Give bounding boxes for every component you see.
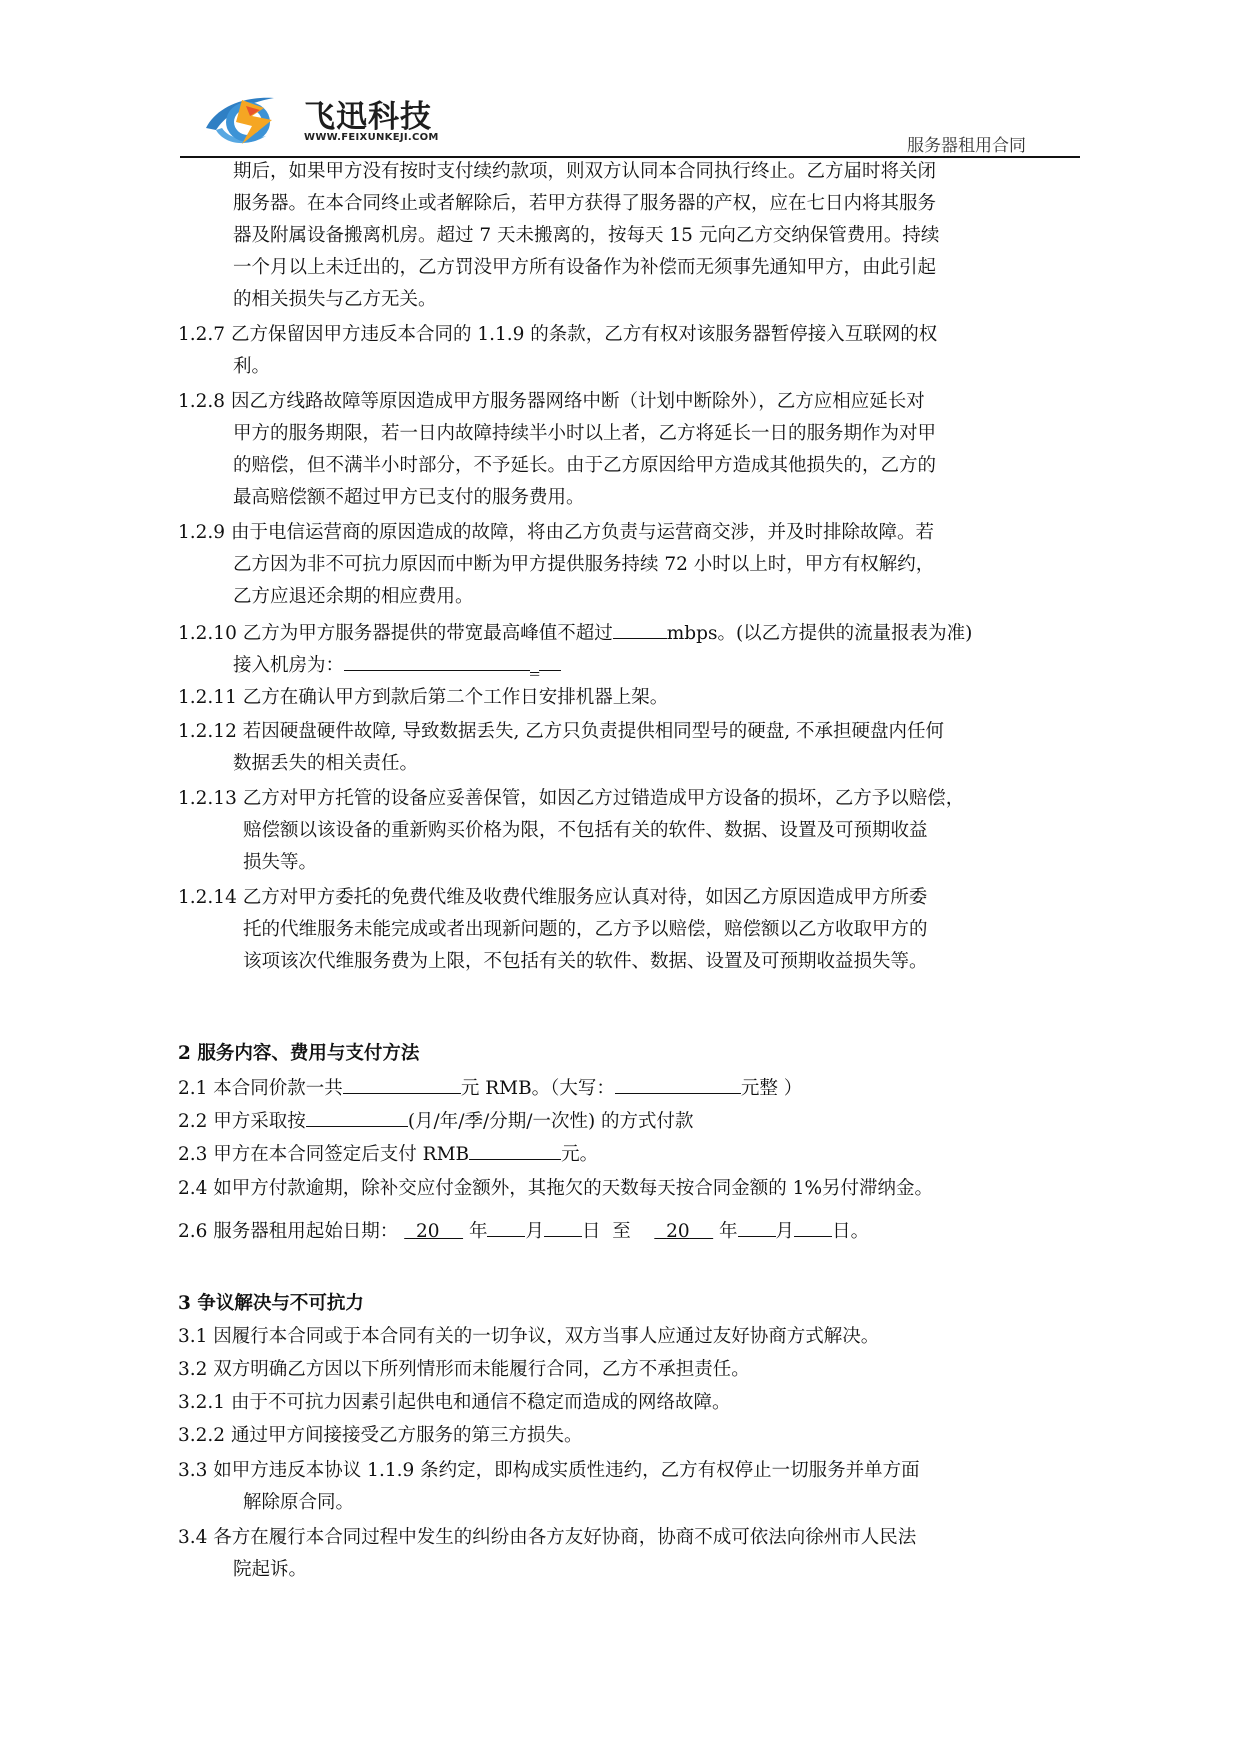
clause-1-2-10 [178,620,972,646]
clause-1-2-14: 1.2.14 乙方对甲方委托的免费代维及收费代维服务应认真对待，如因乙方原因造成甲方所委 [178,887,928,908]
start-month-blank[interactable] [487,1218,525,1237]
document-title: 服务器租用合同 [907,136,1026,156]
clause-text: 元。 [561,1144,599,1165]
datacenter-label: 接入机房为： [233,655,345,676]
header-divider [180,156,1080,158]
end-year-field[interactable] [654,1221,713,1242]
text-line: 甲方的服务期限，若一日内故障持续半小时以上者，乙方将延长一日的服务期作为对甲 [233,423,937,444]
text-line: 最高赔偿额不超过甲方已支付的服务费用。 [233,487,585,508]
text-line: 赔偿额以该设备的重新购买价格为限，不包括有关的软件、数据、设置及可预期收益 [243,820,928,841]
advance-payment-blank[interactable] [469,1141,561,1160]
clause-1-2-13: 1.2.13 乙方对甲方托管的设备应妥善保管，如因乙方过错造成甲方设备的损坏，乙方予以赔偿， [178,788,965,809]
clause-text: 2.1 本合同价款一共 [178,1078,343,1099]
clause-3-2: 3.2 双方明确乙方因以下所列情形而未能履行合同，乙方不承担责任。 [178,1359,750,1380]
clause-3-2-2: 3.2.2 通过甲方间接接受乙方服务的第三方损失。 [178,1425,583,1446]
clause-2-3 [178,1141,598,1167]
clause-3-1: 3.1 因履行本合同或于本合同有关的一切争议，双方当事人应通过友好协商方式解决。 [178,1326,880,1347]
page-header [180,82,1080,156]
bandwidth-blank[interactable] [613,620,667,639]
clause-text: mbps。(以乙方提供的流量报表为准) [666,623,973,644]
text-line: 托的代维服务未能完成或者出现新问题的，乙方予以赔偿，赔偿额以乙方收取甲方的 [243,919,928,940]
price-uppercase-blank[interactable] [615,1075,741,1094]
year-label: 年 [468,1221,488,1242]
text-line: 院起诉。 [233,1559,308,1580]
clause-3-3: 3.3 如甲方违反本协议 1.1.9 条约定，即构成实质性违约，乙方有权停止一切服务并单方面 [178,1460,920,1481]
text-line: 损失等。 [243,852,318,873]
text-line: 数据丢失的相关责任。 [233,753,419,774]
clause-1-2-8: 1.2.8 因乙方线路故障等原因造成甲方服务器网络中断（计划中断除外），乙方应相应延长对 [178,391,925,412]
datacenter-line [233,652,561,678]
text-line: 一个月以上未迁出的，乙方罚没甲方所有设备作为补偿而无须事先通知甲方，由此引起 [233,257,937,278]
end-year-prefix: 20 [666,1221,690,1242]
text-line: 该项该次代维服务费为上限，不包括有关的软件、数据、设置及可预期收益损失等。 [243,951,928,972]
clause-text: 2.2 甲方采取按 [178,1111,306,1132]
clause-1-2-9: 1.2.9 由于电信运营商的原因造成的故障，将由乙方负责与运营商交涉，并及时排除故障。若 [178,522,934,543]
clause-3-4: 3.4 各方在履行本合同过程中发生的纠纷由各方友好协商，协商不成可依法向徐州市人民法 [178,1527,917,1548]
clause-2-2 [178,1108,694,1134]
clause-2-4: 2.4 如甲方付款逾期，除补交应付金额外，其拖欠的天数每天按合同金额的 1%另付滞纳金。 [178,1178,934,1199]
datacenter-blank-tail[interactable] [539,652,561,671]
logo-name: 飞迅科技 [304,99,432,135]
text-line: 服务器。在本合同终止或者解除后，若甲方获得了服务器的产权，应在七日内将其服务 [233,193,937,214]
clause-text: 元 RMB。（大写： [460,1078,615,1099]
underscore-mark: _ [530,655,540,676]
clause-1-2-11: 1.2.11 乙方在确认甲方到款后第二个工作日安排机器上架。 [178,687,669,708]
year-label: 年 [719,1221,738,1242]
text-line: 解除原合同。 [243,1492,355,1513]
to-label: 至 [612,1221,631,1242]
start-day-blank[interactable] [544,1218,582,1237]
clause-text: 元整 ） [740,1078,803,1099]
end-day-blank[interactable] [794,1218,832,1237]
section-3-heading: 3 争议解决与不可抗力 [178,1293,364,1314]
clause-1-2-12: 1.2.12 若因硬盘硬件故障, 导致数据丢失, 乙方只负责提供相同型号的硬盘, 不承担硬盘内任何 [178,721,945,742]
text-line: 器及附属设备搬离机房。超过 7 天未搬离的，按每天 15 元向乙方交纳保管费用。持续 [233,225,940,246]
datacenter-blank[interactable] [344,652,530,671]
month-label: 月 [525,1221,544,1242]
clause-text: 2.6 服务器租用起始日期： [178,1221,399,1242]
text-line: 乙方应退还余期的相应费用。 [233,586,474,607]
text-line: 的赔偿，但不满半小时部分，不予延长。由于乙方原因给甲方造成其他损失的，乙方的 [233,455,937,476]
start-year-prefix: 20 [415,1221,440,1242]
text-line: 期后，如果甲方没有按时支付续约款项，则双方认同本合同执行终止。乙方届时将关闭 [233,161,937,182]
clause-3-2-1: 3.2.1 由于不可抗力因素引起供电和通信不稳定而造成的网络故障。 [178,1392,731,1413]
day-label: 日。 [832,1221,870,1242]
logo-url: WWW.FEIXUNKEJI.COM [304,132,439,143]
start-year-field[interactable] [404,1221,463,1242]
day-label: 日 [581,1221,601,1242]
clause-2-1 [178,1075,802,1101]
end-month-blank[interactable] [738,1218,776,1237]
price-blank[interactable] [343,1075,461,1094]
clause-text: 2.3 甲方在本合同签定后支付 RMB [178,1144,470,1165]
clause-text: 1.2.10 乙方为甲方服务器提供的带宽最高峰值不超过 [178,623,613,644]
swoosh-logo-icon [202,88,294,150]
clause-2-6 [178,1218,869,1244]
text-line: 利。 [233,356,271,377]
text-line: 的相关损失与乙方无关。 [233,289,437,310]
clause-text: (月/年/季/分期/一次性) 的方式付款 [407,1111,694,1132]
text-line: 乙方因为非不可抗力原因而中断为甲方提供服务持续 72 小时以上时，甲方有权解约， [233,554,935,575]
section-2-heading: 2 服务内容、费用与支付方法 [178,1043,420,1064]
month-label: 月 [775,1221,795,1242]
payment-method-blank[interactable] [306,1108,408,1127]
clause-1-2-7: 1.2.7 乙方保留因甲方违反本合同的 1.1.9 的条款，乙方有权对该服务器暂停接入互联网的权 [178,324,938,345]
